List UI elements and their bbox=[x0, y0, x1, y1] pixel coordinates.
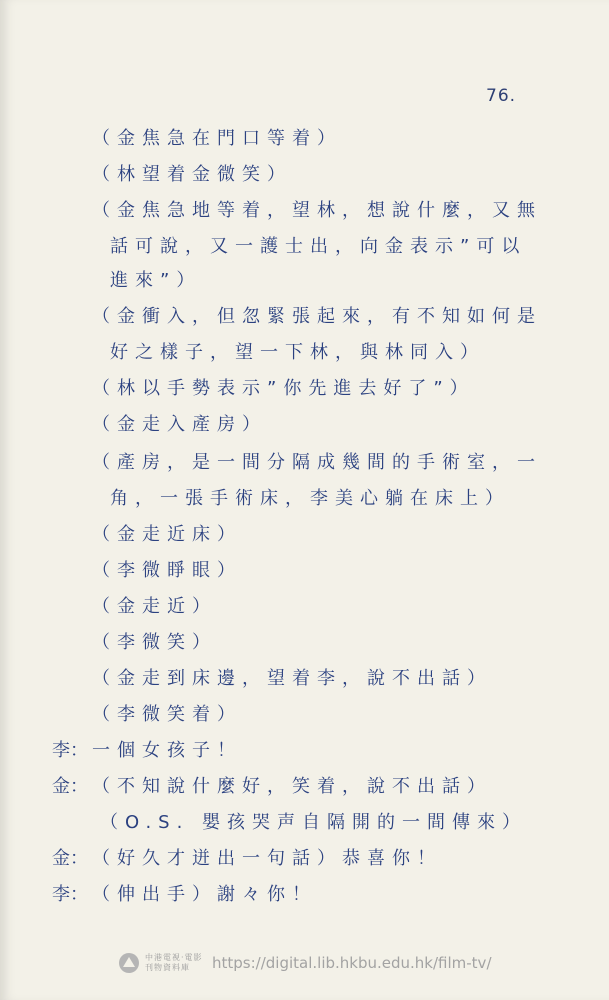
dialogue-line: （伸出手）謝々你！ bbox=[92, 884, 317, 905]
stage-direction: （金走入產房） bbox=[92, 414, 267, 435]
stage-direction: 話可說，又一護士出，向金表示”可以 bbox=[110, 236, 527, 257]
stage-direction: （產房，是一間分隔成幾間的手術室，一 bbox=[92, 452, 542, 473]
stage-direction: （金走近） bbox=[92, 596, 217, 617]
archive-name: 中港電視‧電影刊物資料庫 bbox=[145, 953, 203, 972]
dialogue-line: 一個女孩子！ bbox=[92, 740, 242, 761]
stage-direction: （金走到床邊，望着李，說不出話） bbox=[92, 668, 492, 689]
speaker-label: 金： bbox=[52, 776, 88, 797]
stage-direction: （金走近床） bbox=[92, 524, 242, 545]
stage-direction: 好之樣子，望一下林，與林同入） bbox=[110, 342, 485, 363]
stage-direction: （O.S. 嬰孩哭声自隔開的一間傳來） bbox=[100, 812, 528, 833]
dialogue-line: （不知說什麼好，笑着，說不出話） bbox=[92, 776, 492, 797]
stage-direction: （金焦急在門口等着） bbox=[92, 128, 342, 149]
stage-direction: （李微笑着） bbox=[92, 704, 242, 725]
archive-watermark bbox=[0, 950, 609, 980]
stage-direction: （林望着金微笑） bbox=[92, 164, 292, 185]
speaker-label: 金： bbox=[52, 848, 88, 869]
stage-direction: （李微笑） bbox=[92, 632, 217, 653]
archive-url[interactable]: https://digital.lib.hkbu.edu.hk/film-tv/ bbox=[212, 954, 492, 972]
stage-direction: （林以手勢表示”你先進去好了”） bbox=[92, 378, 475, 399]
speaker-label: 李： bbox=[52, 740, 88, 761]
speaker-label: 李： bbox=[52, 884, 88, 905]
page-number: 76. bbox=[486, 86, 517, 106]
stage-direction: （金焦急地等着，望林，想說什麼，又無 bbox=[92, 200, 542, 221]
stage-direction: 進來”） bbox=[110, 270, 202, 291]
stage-direction: 角，一張手術床，李美心躺在床上） bbox=[110, 488, 510, 509]
stage-direction: （金衝入，但忽緊張起來，有不知如何是 bbox=[92, 306, 542, 327]
stage-direction: （李微睜眼） bbox=[92, 560, 242, 581]
dialogue-line: （好久才迸出一句話）恭喜你！ bbox=[92, 848, 442, 869]
archive-logo-icon bbox=[118, 952, 140, 974]
